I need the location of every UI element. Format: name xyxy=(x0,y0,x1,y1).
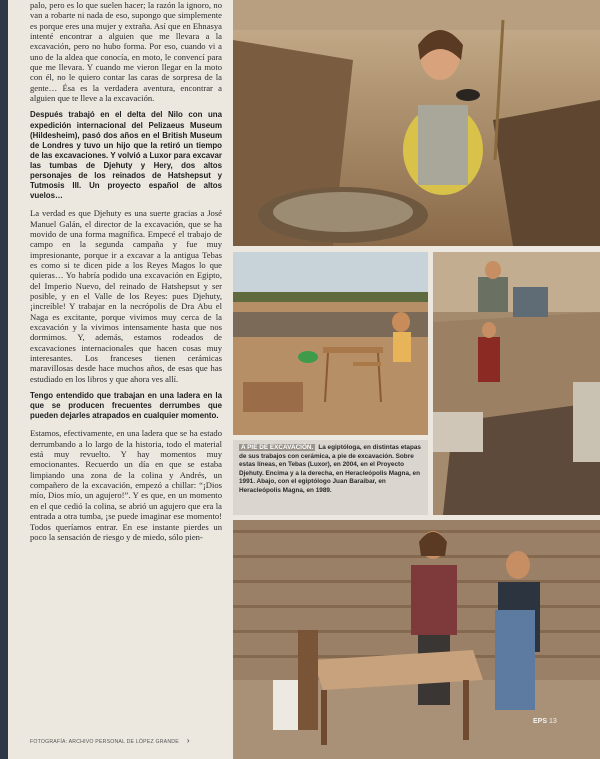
paragraph-2: La verdad es que Djehuty es una suerte gracias a José Manuel Galán, el director de la excavación, que se ha movido de una forma magnífica. Empecé el trabajo de campo en la segunda campaña y fue muy impresionante, porque ir a excavar a la antigua Tebas es como si te dicen pide a los Reyes Magos lo que quieras… Yo habría podido una excavación en Egipto, del Imperio Nuevo, del reinado de Hatshepsut y ser posible, y en el Valle de los Reyes: pues Djehuty, ¡increíble! Y trabajar en la necrópolis de Dra Abu el Naga es excitante, porque vivimos muy cerca de la excavación y la vivimos intensamente hasta que nos dormimos. Y, además, estamos rodeados de excavaciones internacionales que hacen cosas muy interesantes. Los franceses tienen cerámicas maravillosas desde hace muchos años, de esas que has estudiado en los libros y que ahora ves allí. xyxy=(30,208,222,384)
caption-label: A PIE DE EXCAVACIÓN. xyxy=(241,444,314,451)
photo-caption xyxy=(233,440,428,515)
continue-arrow-icon: › xyxy=(186,736,190,745)
photo-desert-table xyxy=(233,252,428,435)
photo-credit: FOTOGRAFÍA: ARCHIVO PERSONAL DE LÓPEZ GRANDE › xyxy=(30,736,190,745)
question-2: Tengo entendido que trabajan en una ladera en la que se producen frecuentes derrumbes que pueden dejarles atrapados en cualquier momento. xyxy=(30,391,222,421)
paragraph-1: palo, pero es lo que suelen hacer; la razón la ignoro, no van a robarte ni nada de eso, supongo que simplemente es porque eres una mujer y extraña. Así que en Ehnasya intenté encontrar a alguien que me llevara a la excavación, pero no hubo forma. Por eso, cuando vi a uno de la aldea que conocía, en moto, le convencí para que me llevara. Y cuando me vieron llegar en la moto con él, no le quiero contar las caras de sorpresa de la gente… Ésa es la verdadera aventura, encontrar a alguien que te lleve a la excavación. xyxy=(30,0,222,104)
caption-text: La egiptóloga, en distintas etapas de sus trabajos con cerámica, a pie de excavación. Sobre estas líneas, en Tebas (Luxor), en 2004, en el Proyecto Djehuty. Encima y a la derecha, en Heracleópolis Magna, en 1991. Abajo, con el egiptólogo Juan Baraibar, en Heracleópolis Magna, en 1989. xyxy=(239,444,421,494)
folio-label: EPS xyxy=(533,718,548,725)
folio xyxy=(533,718,557,725)
photo-heracleopolis-trench xyxy=(433,252,600,515)
page-number: 13 xyxy=(549,718,557,725)
paragraph-3: Estamos, efectivamente, en una ladera que se ha estado derrumbando a lo largo de la historia, todo el material está muy revuelto. Y hay momentos muy emocionantes. Recuerdo un día en que se estaba limpiando una zona de la colina y Andrés, un compañero de la excavación, empezó a chillar: “¡Dios mío, Dios mío, un agujero!”. Y es que, en un momento en el que cedió la colina, se abrió un agujero que era la entrada a otra tumba, ¡se puede imaginar ese momento! Todos queríamos entrar. En ese instante pierdes un poco la sensación de riesgo y de miedo, sólo pien- xyxy=(30,428,222,542)
photo-excavation-luxor xyxy=(233,0,600,246)
question-1: Después trabajó en el delta del Nilo con una expedición internacional del Pelizaeus Museum (Hildesheim), pasó dos años en el British Museum de Londres y tuvo un hijo que la retiró un tiempo de las excavaciones. Y volvió a Luxor para excavar las tumbas de Djehuty y Hery, dos altos personajes de los reinados de Hatshepsut y Tutmosis III. Un proyecto español de altos vuelos… xyxy=(30,110,222,201)
article-column xyxy=(30,0,222,759)
